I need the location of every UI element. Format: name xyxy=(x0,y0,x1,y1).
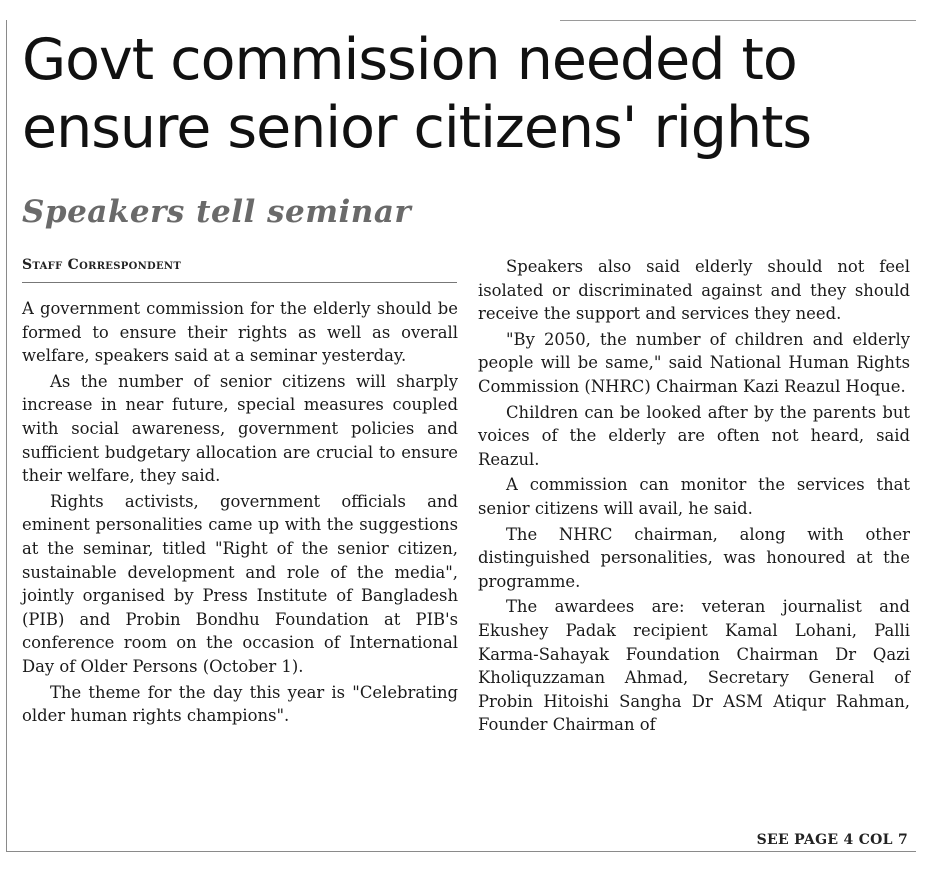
paragraph: The theme for the day this year is "Celebrating older human rights champions". xyxy=(22,682,458,726)
frame-top-rule xyxy=(560,20,916,21)
paragraph: As the number of senior citizens will sharply increase in near future, special measures coupled with social awareness, government policies and sufficient budgetary allocation are crucial to ensure their welfare, they said. xyxy=(22,371,458,486)
frame-left-rule xyxy=(6,20,7,852)
paragraph: The awardees are: veteran journalist and Ekushey Padak recipient Kamal Lohani, Palli Karma-Sahayak Foundation Chairman Dr Qazi Kholiquzzaman Ahmad, Secretary General of Probin Hitoishi Sangha Dr ASM Atiqur Rahman, Founder Chairman of xyxy=(478,597,910,735)
subhead: Speakers tell seminar xyxy=(22,194,412,230)
left-column xyxy=(22,297,458,730)
paragraph: Rights activists, government officials and eminent personalities came up with the suggestions at the seminar, titled "Right of the senior citizen, sustainable development and role of the media", jointly organised by Press Institute of Bangladesh (PIB) and Probin Bondhu Foundation at PIB's conference room on the occasion of International Day of Older Persons (October 1). xyxy=(22,491,458,676)
paragraph: Children can be looked after by the parents but voices of the elderly are often not heard, said Reazul. xyxy=(478,402,910,469)
paragraph: Speakers also said elderly should not feel isolated or discriminated against and they should receive the support and services they need. xyxy=(478,257,910,324)
continuation-note: SEE PAGE 4 COL 7 xyxy=(756,832,908,848)
byline-rule xyxy=(22,282,457,283)
paragraph: "By 2050, the number of children and elderly people will be same," said National Human Rights Commission (NHRC) Chairman Kazi Reazul Hoque. xyxy=(478,329,910,396)
paragraph: A commission can monitor the services that senior citizens will avail, he said. xyxy=(478,475,910,518)
right-column xyxy=(478,255,910,739)
frame-bottom-rule xyxy=(6,851,916,852)
paragraph: The NHRC chairman, along with other distinguished personalities, was honoured at the programme. xyxy=(478,524,910,591)
paragraph: A government commission for the elderly should be formed to ensure their rights as well as overall welfare, speakers said at a seminar yesterday. xyxy=(22,299,458,366)
byline: Staff Correspondent xyxy=(22,257,182,273)
headline: Govt commission needed to ensure senior citizens' rights xyxy=(22,27,812,161)
